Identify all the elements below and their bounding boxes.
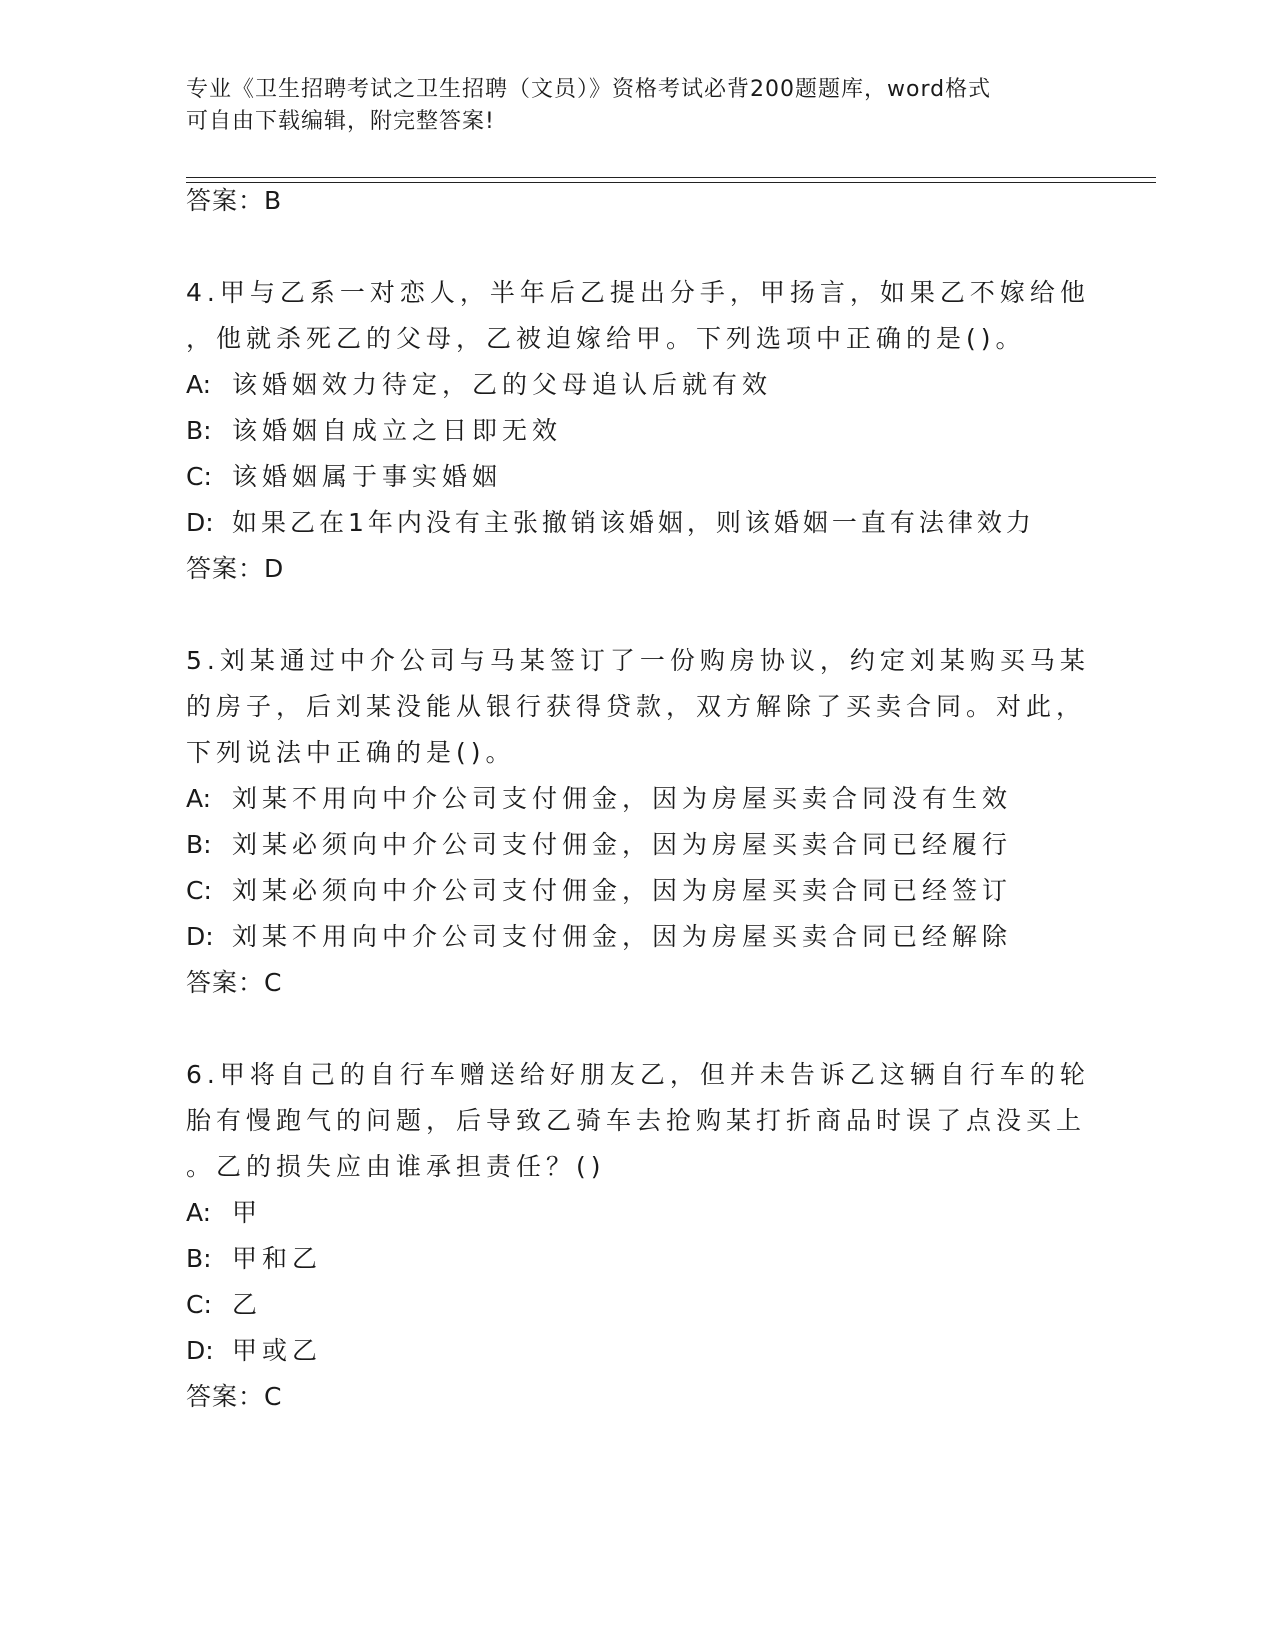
option-d [186, 914, 1086, 960]
option-letter: B: [186, 416, 212, 445]
option-b [186, 408, 1086, 454]
question-text-line: 5.刘某通过中介公司与马某签订了一份购房协议，约定刘某购买马某 [186, 646, 1090, 675]
option-b [186, 1236, 1086, 1282]
option-letter: D: [186, 508, 214, 537]
answer: 答案：D [186, 554, 285, 583]
option-b [186, 822, 1086, 868]
option-letter: A: [186, 784, 212, 813]
question-text-line: 胎有慢跑气的问题，后导致乙骑车去抢购某打折商品时误了点没买上 [186, 1106, 1087, 1135]
option-a [186, 776, 1086, 822]
option-text: 刘某不用向中介公司支付佣金，因为房屋买卖合同没有生效 [232, 784, 1013, 813]
option-text: 刘某不用向中介公司支付佣金，因为房屋买卖合同已经解除 [232, 922, 1013, 951]
option-letter: C: [186, 1290, 212, 1319]
option-letter: D: [186, 922, 214, 951]
previous-answer: 答案：B [186, 186, 283, 215]
document-header [186, 74, 1066, 138]
option-d [186, 500, 1086, 546]
option-text: 刘某必须向中介公司支付佣金，因为房屋买卖合同已经签订 [232, 876, 1013, 905]
option-letter: B: [186, 1244, 212, 1273]
question-text-line: ，他就杀死乙的父母，乙被迫嫁给甲。下列选项中正确的是()。 [186, 324, 1026, 353]
option-text: 该婚姻属于事实婚姻 [232, 462, 503, 491]
option-letter: D: [186, 1336, 214, 1365]
option-letter: B: [186, 830, 212, 859]
option-text: 甲 [232, 1198, 263, 1227]
answer: 答案：C [186, 1382, 283, 1411]
option-letter: A: [186, 1198, 212, 1227]
question-5 [186, 638, 1090, 1006]
option-c [186, 1282, 1086, 1328]
header-title-line-2: 可自由下载编辑，附完整答案! [186, 109, 495, 134]
question-text-line: 。乙的损失应由谁承担责任？() [186, 1152, 606, 1181]
option-text: 乙 [232, 1290, 263, 1319]
option-d [186, 1328, 1086, 1374]
option-a [186, 362, 1086, 408]
option-letter: C: [186, 876, 212, 905]
document-body [186, 178, 1090, 1420]
question-text-line: 的房子，后刘某没能从银行获得贷款，双方解除了买卖合同。对此， [186, 692, 1087, 721]
answer: 答案：C [186, 968, 283, 997]
question-text-line: 下列说法中正确的是()。 [186, 738, 516, 767]
option-c [186, 868, 1086, 914]
option-text: 该婚姻自成立之日即无效 [232, 416, 563, 445]
header-title-line-1: 专业《卫生招聘考试之卫生招聘（文员）》资格考试必背200题题库，word格式 [186, 77, 992, 102]
option-text: 该婚姻效力待定，乙的父母追认后就有效 [232, 370, 773, 399]
question-text-line: 6.甲将自己的自行车赠送给好朋友乙，但并未告诉乙这辆自行车的轮 [186, 1060, 1090, 1089]
question-6 [186, 1052, 1090, 1420]
question-4 [186, 270, 1090, 592]
option-letter: C: [186, 462, 212, 491]
option-text: 甲和乙 [232, 1244, 323, 1273]
option-text: 甲或乙 [232, 1336, 323, 1365]
question-text-line: 4.甲与乙系一对恋人，半年后乙提出分手，甲扬言，如果乙不嫁给他 [186, 278, 1090, 307]
option-text: 刘某必须向中介公司支付佣金，因为房屋买卖合同已经履行 [232, 830, 1013, 859]
option-letter: A: [186, 370, 212, 399]
option-text: 如果乙在1年内没有主张撤销该婚姻，则该婚姻一直有法律效力 [232, 508, 1035, 537]
option-a [186, 1190, 1086, 1236]
option-c [186, 454, 1086, 500]
